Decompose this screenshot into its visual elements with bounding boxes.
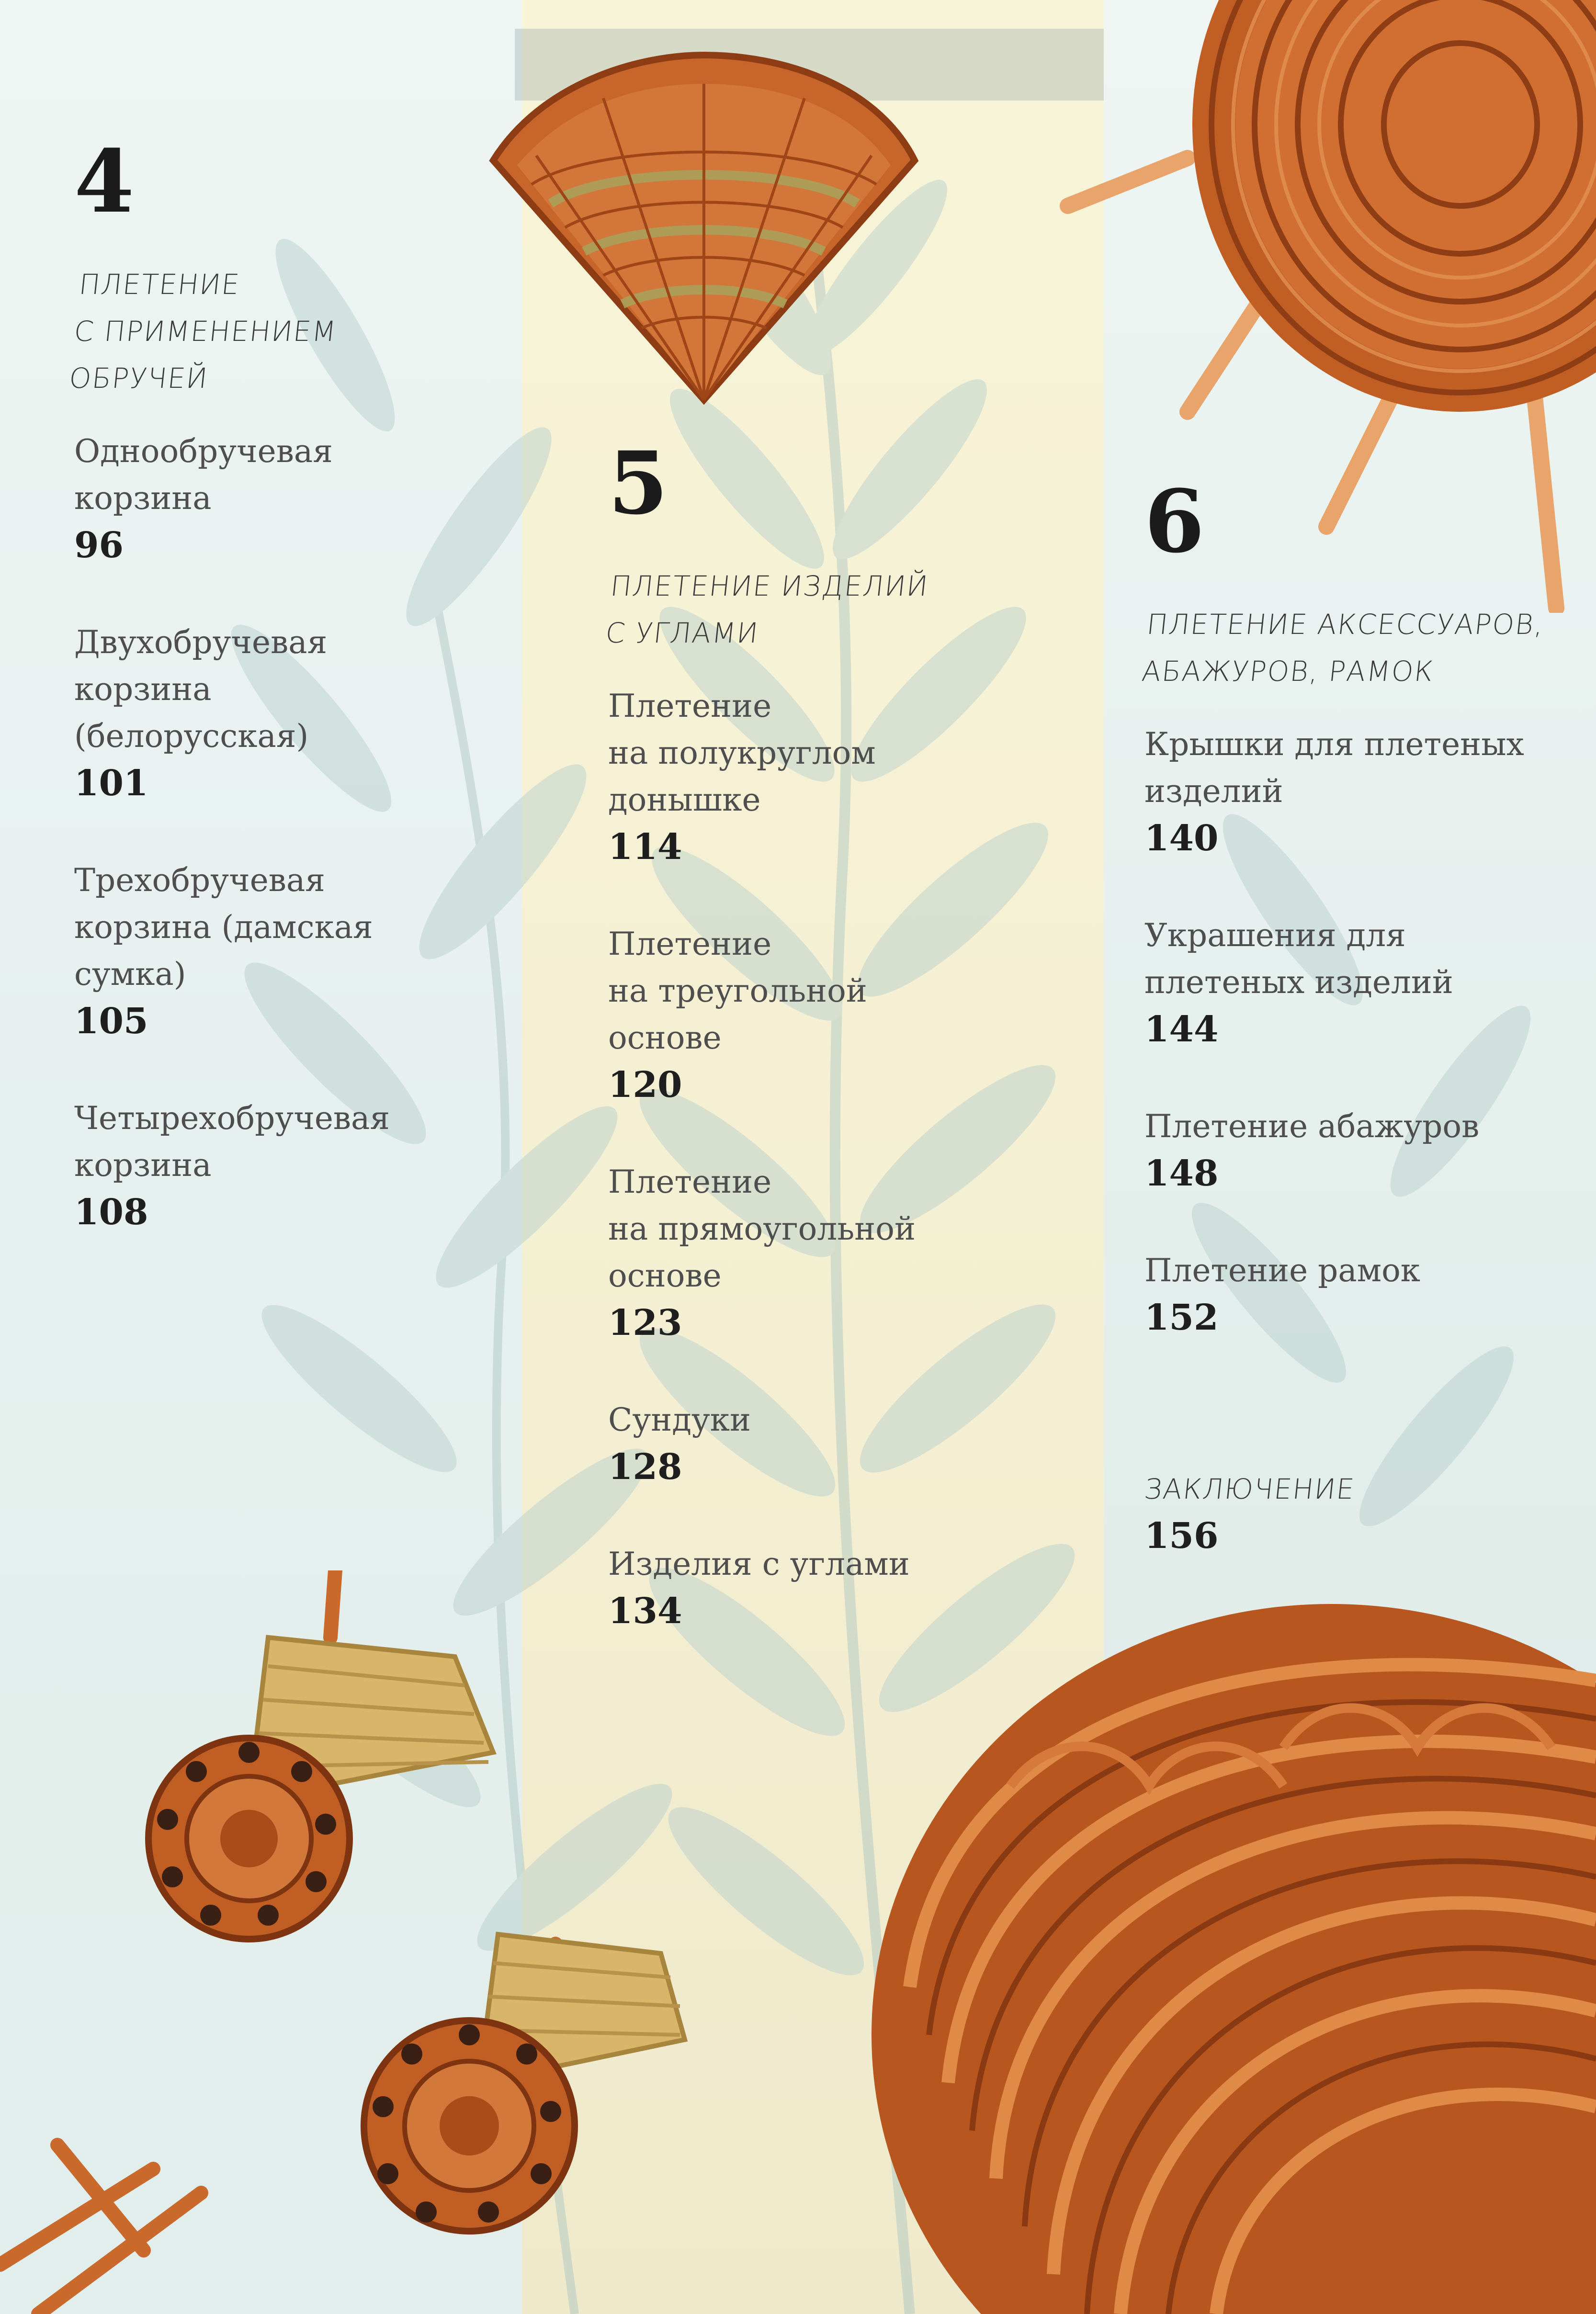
chapter-number: 6 [1144,471,1205,572]
straw-tassel-ornaments-photo [0,1570,694,2314]
toc-entry[interactable]: Однообручевая корзина 96 [74,428,505,569]
chapter-4-column [68,131,505,1286]
toc-entry-conclusion[interactable] [1144,1466,1595,1559]
page-number: 144 [1144,1009,1219,1050]
page-number: 148 [1144,1153,1219,1194]
chapter-number: 4 [74,131,135,232]
page-number: 114 [608,826,682,868]
toc-entry[interactable]: Сундуки 128 [608,1397,1087,1490]
toc-entry[interactable]: Плетение на треугольной основе 120 [608,921,1087,1108]
page-number: 96 [74,525,124,566]
page-number: 101 [74,763,148,804]
page-number: 123 [608,1302,682,1343]
toc-entry[interactable]: Плетение абажуров 148 [1144,1103,1595,1197]
chapter-heading: ПЛЕТЕНИЕ АКСЕССУАРОВ, АБАЖУРОВ, РАМОК [1140,608,1546,688]
fan-basket-photo [484,45,924,409]
chapter-5-column [604,433,1087,1685]
chapter-heading: ПЛЕТЕНИЕ ИЗДЕЛИЙ С УГЛАМИ [604,570,930,649]
chapter-6-column [1140,471,1595,1610]
page-number: 128 [608,1446,682,1488]
page-number: 108 [74,1192,148,1233]
chapter-heading: ПЛЕТЕНИЕ С ПРИМЕНЕНИЕМ ОБРУЧЕЙ [68,268,339,395]
page-number: 152 [1144,1297,1219,1338]
page-number: 156 [1144,1515,1219,1557]
page-number: 140 [1144,818,1219,859]
toc-entry[interactable]: Украшения для плетеных изделий 144 [1144,912,1595,1053]
page-number: 120 [608,1064,682,1106]
toc-entry[interactable]: Плетение на полукруглом донышке 114 [608,683,1087,870]
toc-entry[interactable]: Двухобручевая корзина (белорусская) 101 [74,619,505,807]
toc-entry[interactable]: Четырехобручевая корзина 108 [74,1095,505,1236]
chapter-number: 5 [608,433,668,534]
page-number: 105 [74,1001,148,1042]
toc-entry[interactable]: Изделия с углами 134 [608,1541,1087,1635]
page-number: 134 [608,1591,682,1632]
toc-entry[interactable]: Крышки для плетеных изделий 140 [1144,721,1595,862]
toc-entry[interactable]: Трехобручевая корзина (дамская сумка) 105 [74,857,505,1045]
toc-entry[interactable]: Плетение на прямоугольной основе 123 [608,1159,1087,1346]
toc-entry[interactable]: Плетение рамок 152 [1144,1247,1595,1341]
conclusion-heading: ЗАКЛЮЧЕНИЕ [1143,1473,1357,1505]
